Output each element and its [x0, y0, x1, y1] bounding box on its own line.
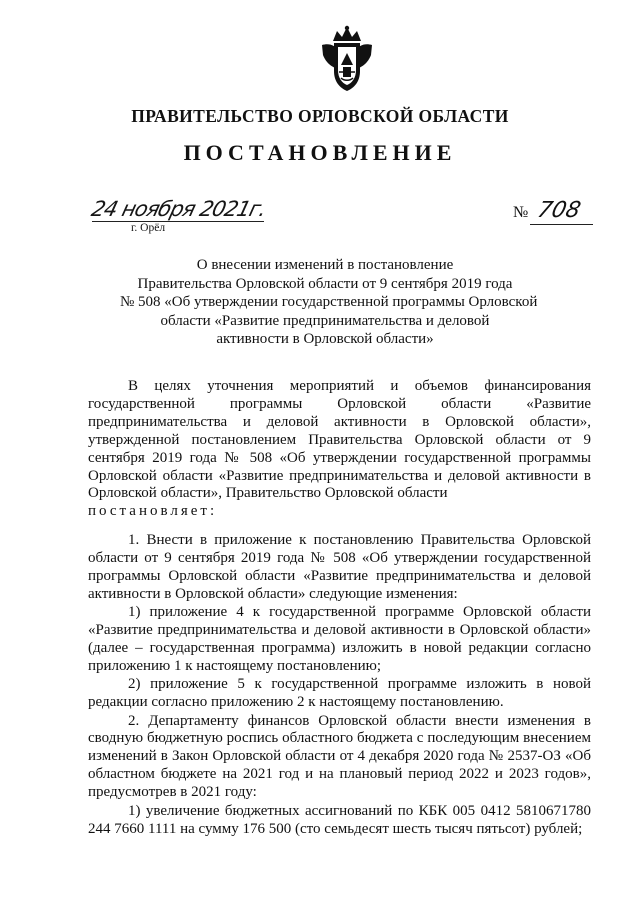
operative-block: [88, 532, 591, 838]
subject-line: О внесении изменений в постановление: [196, 257, 454, 273]
coat-of-arms-icon: [319, 25, 375, 93]
body-paragraph: 2) приложение 5 к государственной программе изложить в новой редакции согласно приложению 2 к настоящему постановлению.: [88, 676, 591, 711]
subject-line: № 508 «Об утверждении государственной программы Орловской: [120, 294, 538, 310]
body-paragraph: 1) приложение 4 к государственной программе Орловской области «Развитие предпринимательства и деловой активности в Орловской области» (далее – государственная программа) изложить в новой редакции согласно приложению 1 к настоящему постановлению;: [88, 604, 591, 674]
document-date: 24 ноября 2021г.: [89, 197, 269, 221]
document-city: г. Орёл: [131, 222, 166, 234]
subject-line: области «Развитие предпринимательства и деловой: [160, 312, 490, 329]
number-label: №: [513, 204, 529, 221]
resolves-word: постановляет:: [88, 503, 218, 520]
subject-line: Правительства Орловской области от 9 сентября 2019 года: [137, 275, 513, 292]
preamble-paragraph: В целях уточнения мероприятий и объемов финансирования государственной программы Орловской области «Развитие предпринимательства и деловой активности в Орловской области», утвержденной постановлением Правительства Орловской области от 9 сентября 2019 года № 508 «Об утверждении государственной программы Орловской области «Развитие предпринимательства и деловой активности в Орловской области», Правительство Орловской области: [88, 378, 591, 502]
body-paragraph: 1. Внести в приложение к постановлению Правительства Орловской области от 9 сентября 2019 года № 508 «Об утверждении государственной программы Орловской области «Развитие предпринимательства и деловой активности в Орловской области» следующие изменения:: [88, 532, 591, 602]
number-underline: [530, 224, 593, 225]
document-type: ПОСТАНОВЛЕНИЕ: [183, 140, 457, 165]
date-underline: [92, 221, 264, 222]
document-number: 708: [534, 198, 584, 223]
subject-line: активности в Орловской области»: [216, 331, 434, 347]
body-paragraph: 1) увеличение бюджетных ассигнований по КБК 005 0412 5810671780 244 7660 1111 на сумму 176 500 (сто семьдесят шесть тысяч пятьсот) рублей;: [88, 802, 591, 837]
document-subject: [120, 256, 538, 349]
preamble-block: [88, 378, 591, 521]
body-paragraph: 2. Департаменту финансов Орловской области внести изменения в сводную бюджетную роспись областного бюджета с последующим внесением изменений в Закон Орловской области от 4 декабря 2020 года № 2537-ОЗ «Об областном бюджете на 2021 год и на плановый период 2022 и 2023 годов», предусмотрев в 2021 году:: [88, 712, 591, 801]
government-title: ПРАВИТЕЛЬСТВО ОРЛОВСКОЙ ОБЛАСТИ: [131, 106, 509, 126]
